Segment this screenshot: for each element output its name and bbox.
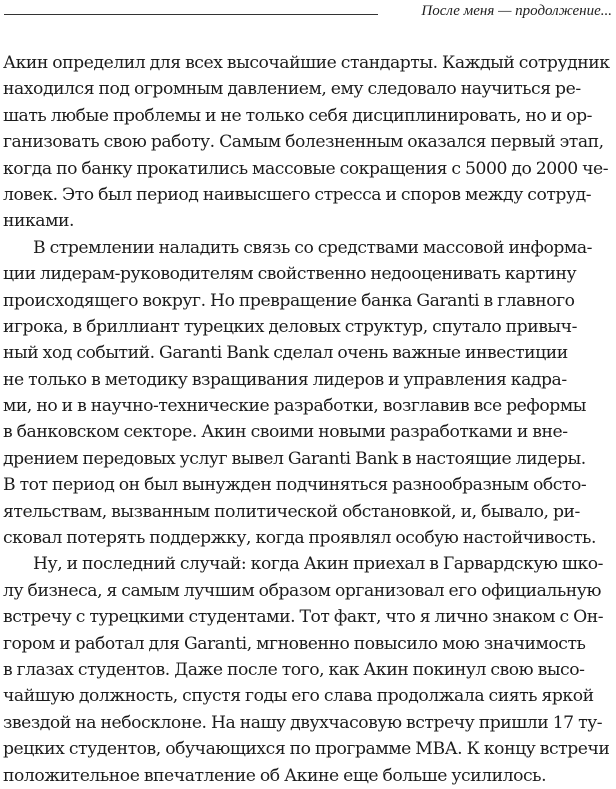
- text-line: находился под огромным давлением, ему следовало научиться ре-: [3, 79, 581, 100]
- text-line: шать любые проблемы и не только себя дисциплинировать, но и ор-: [3, 105, 592, 126]
- text-line: ный ход событий. Garanti Bank сделал очень важные инвестиции: [3, 343, 568, 364]
- text-line: звездой на небосклоне. На нашу двухчасовую встречу пришли 17 ту-: [3, 712, 603, 733]
- text-line: никами.: [3, 211, 75, 232]
- text-line: ми, но и в научно-технические разработки, возглавив все реформы: [3, 396, 586, 417]
- text-line: встречу с турецкими студентами. Тот факт, что я лично знаком с Он-: [3, 607, 604, 628]
- header-rule: [4, 14, 378, 15]
- text-line: ятельствам, вызванным политической обстановкой, и, бывало, ри-: [3, 501, 580, 522]
- text-line: В стремлении наладить связь со средствами массовой информа-: [33, 237, 592, 258]
- page-body: [3, 50, 613, 789]
- text-line: гором и работал для Garanti, мгновенно повысило мою значимость: [3, 633, 586, 654]
- text-line: чайшую должность, спустя годы его слава продолжала сиять яркой: [3, 686, 594, 707]
- text-line: в банковском секторе. Акин своими новыми разработками и вне-: [3, 422, 568, 443]
- text-line: ловек. Это был период наивысшего стресса и споров между сотруд-: [3, 184, 592, 205]
- text-line: в глазах студентов. Даже после того, как Акин покинул свою высо-: [3, 659, 585, 680]
- text-line: рецких студентов, обучающихся по программе МВА. К концу встречи: [3, 739, 610, 760]
- text-line: ции лидерам-руководителям свойственно недооценивать картину: [3, 264, 577, 285]
- text-line: В тот период он был вынужден подчиняться разнообразным обсто-: [3, 475, 587, 496]
- text-line: происходящего вокруг. Но превращение банка Garanti в главного: [3, 290, 575, 311]
- text-line: дрением передовых услуг вывел Garanti Bank в настоящие лидеры.: [3, 448, 586, 469]
- text-line: Ну, и последний случай: когда Акин приехал в Гарвардскую шко-: [33, 554, 603, 575]
- text-line: когда по банку прокатились массовые сокращения с 5000 до 2000 че-: [3, 158, 609, 179]
- text-line: игрока, в бриллиант турецких деловых структур, спутало привыч-: [3, 316, 577, 337]
- text-line: Акин определил для всех высочайшие стандарты. Каждый сотрудник: [3, 53, 610, 73]
- text-line: ганизовать свою работу. Самым болезненным оказался первый этап,: [3, 132, 604, 153]
- text-line: лу бизнеса, я самым лучшим образом организовал его официальную: [3, 580, 601, 601]
- running-title: После меня — продолжение...: [421, 3, 612, 19]
- running-header: [0, 0, 616, 26]
- text-line: сковал потерять поддержку, когда проявлял особую настойчивость.: [3, 528, 596, 549]
- text-line: положительное впечатление об Акине еще больше усилилось.: [3, 765, 547, 786]
- text-line: не только в методику взращивания лидеров и управления кадра-: [3, 369, 567, 390]
